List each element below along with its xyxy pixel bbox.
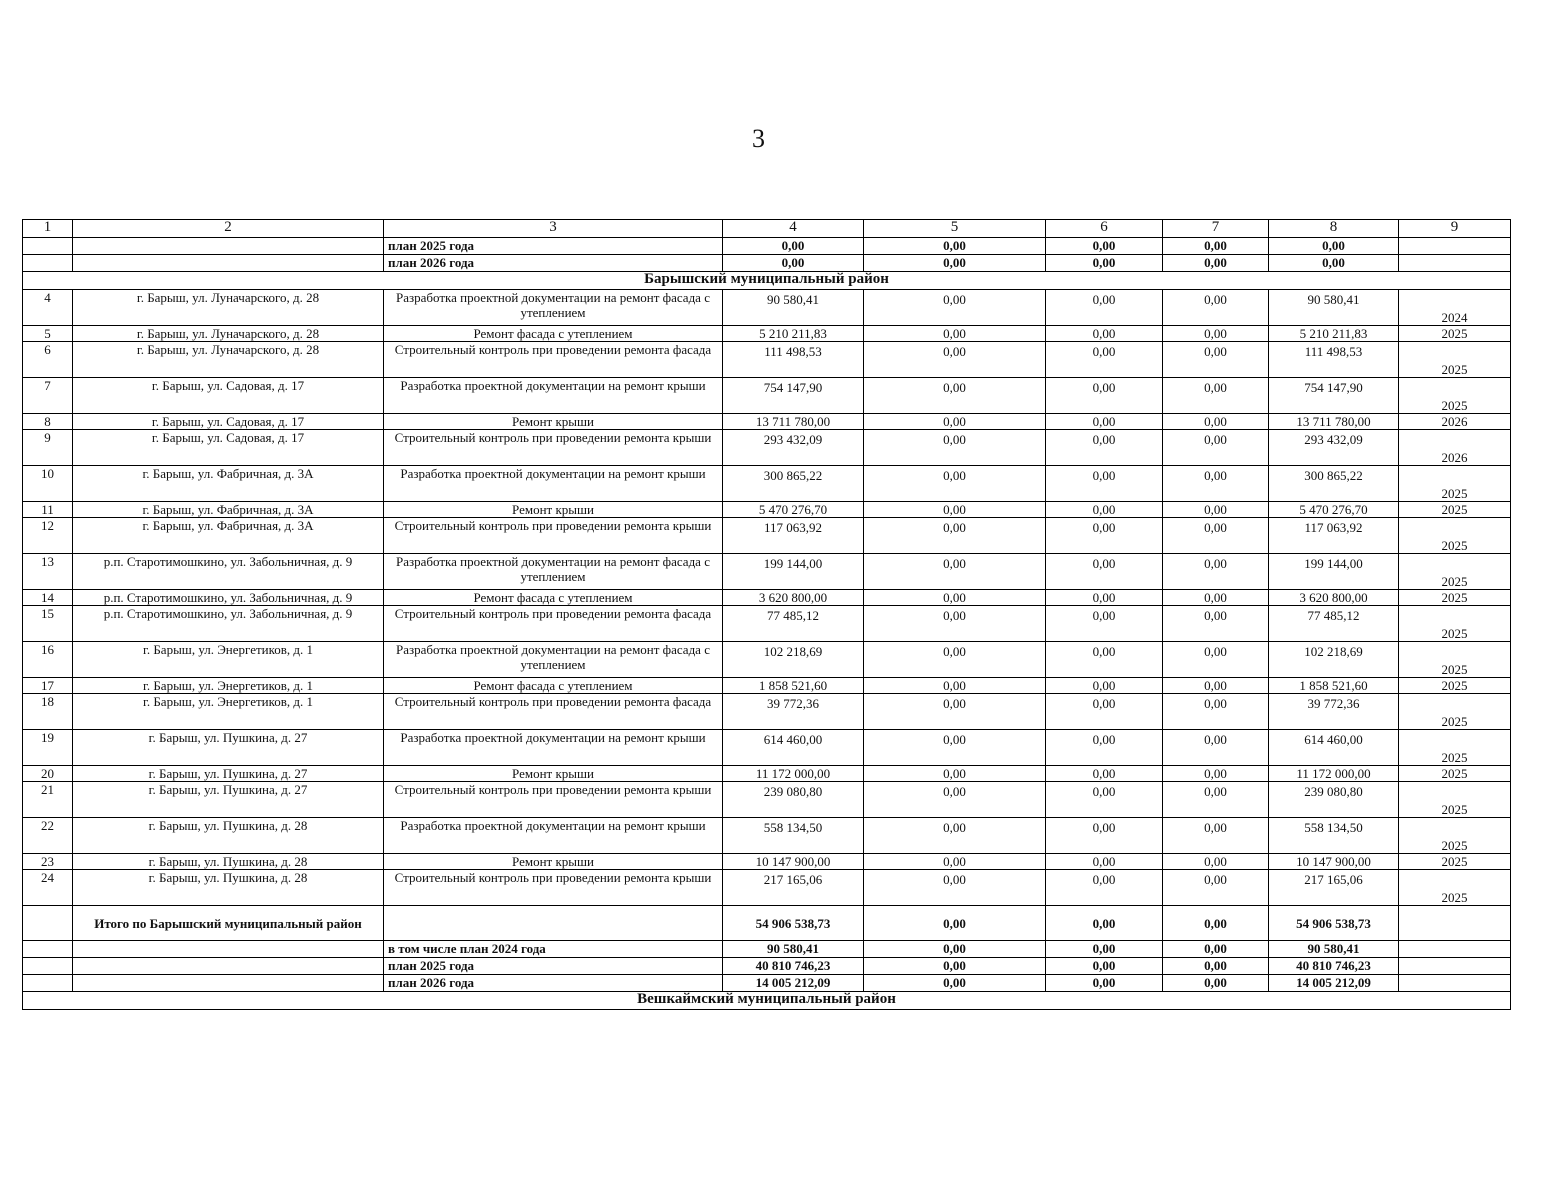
amount-cell: 0,00 xyxy=(864,694,1046,730)
table-row xyxy=(23,518,1511,554)
total-value: 0,00 xyxy=(1046,906,1163,941)
work-type-cell: Строительный контроль при проведении ремонта фасада xyxy=(384,342,723,378)
amount-cell: 0,00 xyxy=(1046,730,1163,766)
amount-cell: 1 858 521,60 xyxy=(1269,678,1399,694)
plan-value: 0,00 xyxy=(1046,975,1163,992)
amount-cell: 0,00 xyxy=(864,326,1046,342)
column-number: 3 xyxy=(384,220,723,238)
row-number: 9 xyxy=(23,430,73,466)
address-cell: г. Барыш, ул. Садовая, д. 17 xyxy=(73,414,384,430)
amount-cell: 0,00 xyxy=(1163,414,1269,430)
work-type-cell: Строительный контроль при проведении ремонта фасада xyxy=(384,606,723,642)
amount-cell: 0,00 xyxy=(864,678,1046,694)
address-cell: г. Барыш, ул. Садовая, д. 17 xyxy=(73,430,384,466)
address-cell: р.п. Старотимошкино, ул. Забольничная, д. 9 xyxy=(73,590,384,606)
work-type-cell: Разработка проектной документации на ремонт крыши xyxy=(384,378,723,414)
empty-cell xyxy=(23,255,73,272)
amount-cell: 0,00 xyxy=(1046,606,1163,642)
column-number: 4 xyxy=(723,220,864,238)
amount-cell: 0,00 xyxy=(1163,378,1269,414)
address-cell: г. Барыш, ул. Пушкина, д. 27 xyxy=(73,766,384,782)
year-cell: 2025 xyxy=(1399,554,1511,590)
amount-cell: 0,00 xyxy=(1163,818,1269,854)
plan-value: 0,00 xyxy=(864,255,1046,272)
year-cell: 2025 xyxy=(1399,782,1511,818)
work-type-cell: Ремонт крыши xyxy=(384,414,723,430)
empty-cell xyxy=(1399,958,1511,975)
amount-cell: 0,00 xyxy=(864,782,1046,818)
total-value: 0,00 xyxy=(1163,906,1269,941)
amount-cell: 13 711 780,00 xyxy=(1269,414,1399,430)
empty-cell xyxy=(1399,941,1511,958)
address-cell: г. Барыш, ул. Энергетиков, д. 1 xyxy=(73,694,384,730)
amount-cell: 199 144,00 xyxy=(723,554,864,590)
amount-cell: 90 580,41 xyxy=(723,290,864,326)
program-table xyxy=(22,219,1511,1010)
plan-value: 0,00 xyxy=(1269,255,1399,272)
plan-value: 0,00 xyxy=(1269,238,1399,255)
column-number: 6 xyxy=(1046,220,1163,238)
amount-cell: 0,00 xyxy=(864,606,1046,642)
address-cell: г. Барыш, ул. Фабричная, д. 3А xyxy=(73,466,384,502)
row-number: 13 xyxy=(23,554,73,590)
row-number: 19 xyxy=(23,730,73,766)
address-cell: г. Барыш, ул. Луначарского, д. 28 xyxy=(73,342,384,378)
amount-cell: 10 147 900,00 xyxy=(723,854,864,870)
amount-cell: 117 063,92 xyxy=(723,518,864,554)
row-number: 11 xyxy=(23,502,73,518)
amount-cell: 0,00 xyxy=(1046,290,1163,326)
work-type-cell: Разработка проектной документации на ремонт крыши xyxy=(384,466,723,502)
amount-cell: 0,00 xyxy=(1163,466,1269,502)
amount-cell: 1 858 521,60 xyxy=(723,678,864,694)
amount-cell: 558 134,50 xyxy=(1269,818,1399,854)
table-row xyxy=(23,818,1511,854)
amount-cell: 3 620 800,00 xyxy=(1269,590,1399,606)
amount-cell: 0,00 xyxy=(1163,518,1269,554)
amount-cell: 0,00 xyxy=(1163,642,1269,678)
year-cell: 2025 xyxy=(1399,378,1511,414)
amount-cell: 558 134,50 xyxy=(723,818,864,854)
address-cell: г. Барыш, ул. Садовая, д. 17 xyxy=(73,378,384,414)
plan-value: 0,00 xyxy=(723,255,864,272)
amount-cell: 0,00 xyxy=(864,518,1046,554)
amount-cell: 5 210 211,83 xyxy=(723,326,864,342)
table-row xyxy=(23,730,1511,766)
year-cell: 2025 xyxy=(1399,342,1511,378)
amount-cell: 0,00 xyxy=(1163,678,1269,694)
total-value: 54 906 538,73 xyxy=(1269,906,1399,941)
table-row xyxy=(23,766,1511,782)
work-type-cell: Ремонт крыши xyxy=(384,766,723,782)
section-title: Вешкаймский муниципальный район xyxy=(23,992,1511,1010)
plan-value: 0,00 xyxy=(1046,958,1163,975)
amount-cell: 754 147,90 xyxy=(1269,378,1399,414)
amount-cell: 3 620 800,00 xyxy=(723,590,864,606)
amount-cell: 0,00 xyxy=(1163,606,1269,642)
empty-cell xyxy=(1399,975,1511,992)
amount-cell: 0,00 xyxy=(1046,870,1163,906)
amount-cell: 117 063,92 xyxy=(1269,518,1399,554)
plan-value: 0,00 xyxy=(1046,941,1163,958)
address-cell: г. Барыш, ул. Фабричная, д. 3А xyxy=(73,518,384,554)
amount-cell: 0,00 xyxy=(1163,590,1269,606)
year-cell: 2025 xyxy=(1399,818,1511,854)
amount-cell: 0,00 xyxy=(1046,414,1163,430)
amount-cell: 0,00 xyxy=(864,818,1046,854)
amount-cell: 0,00 xyxy=(864,590,1046,606)
amount-cell: 0,00 xyxy=(864,414,1046,430)
address-cell: г. Барыш, ул. Пушкина, д. 27 xyxy=(73,730,384,766)
amount-cell: 0,00 xyxy=(1163,290,1269,326)
row-number: 18 xyxy=(23,694,73,730)
amount-cell: 39 772,36 xyxy=(723,694,864,730)
amount-cell: 0,00 xyxy=(864,466,1046,502)
address-cell: г. Барыш, ул. Луначарского, д. 28 xyxy=(73,290,384,326)
amount-cell: 0,00 xyxy=(864,378,1046,414)
work-type-cell: Строительный контроль при проведении ремонта крыши xyxy=(384,518,723,554)
next-section-title-row xyxy=(23,992,1511,1010)
plan-label: план 2025 года xyxy=(384,238,723,255)
amount-cell: 0,00 xyxy=(1163,730,1269,766)
empty-cell xyxy=(73,975,384,992)
work-type-cell: Строительный контроль при проведении ремонта крыши xyxy=(384,430,723,466)
column-number: 5 xyxy=(864,220,1046,238)
amount-cell: 614 460,00 xyxy=(723,730,864,766)
year-cell: 2026 xyxy=(1399,414,1511,430)
amount-cell: 217 165,06 xyxy=(1269,870,1399,906)
address-cell: г. Барыш, ул. Пушкина, д. 28 xyxy=(73,854,384,870)
amount-cell: 614 460,00 xyxy=(1269,730,1399,766)
row-number: 21 xyxy=(23,782,73,818)
amount-cell: 0,00 xyxy=(864,290,1046,326)
amount-cell: 0,00 xyxy=(1046,694,1163,730)
year-cell: 2025 xyxy=(1399,518,1511,554)
work-type-cell: Разработка проектной документации на ремонт фасада с утеплением xyxy=(384,642,723,678)
table-row xyxy=(23,414,1511,430)
amount-cell: 0,00 xyxy=(1163,430,1269,466)
total-label: Итого по Барышский муниципальный район xyxy=(73,906,384,941)
table-row xyxy=(23,694,1511,730)
plan-value: 0,00 xyxy=(864,958,1046,975)
table-row xyxy=(23,782,1511,818)
plan-row xyxy=(23,238,1511,255)
plan-value: 0,00 xyxy=(1046,238,1163,255)
year-cell: 2025 xyxy=(1399,854,1511,870)
empty-cell xyxy=(23,906,73,941)
row-number: 23 xyxy=(23,854,73,870)
amount-cell: 90 580,41 xyxy=(1269,290,1399,326)
work-type-cell: Ремонт крыши xyxy=(384,502,723,518)
section-title-row xyxy=(23,272,1511,290)
total-value: 0,00 xyxy=(864,906,1046,941)
amount-cell: 0,00 xyxy=(1046,854,1163,870)
row-number: 20 xyxy=(23,766,73,782)
total-row xyxy=(23,906,1511,941)
plan-value: 90 580,41 xyxy=(723,941,864,958)
plan-row xyxy=(23,255,1511,272)
column-number: 7 xyxy=(1163,220,1269,238)
row-number: 8 xyxy=(23,414,73,430)
year-cell: 2026 xyxy=(1399,430,1511,466)
row-number: 17 xyxy=(23,678,73,694)
plan-value: 14 005 212,09 xyxy=(723,975,864,992)
table-row xyxy=(23,854,1511,870)
table-row xyxy=(23,326,1511,342)
row-number: 14 xyxy=(23,590,73,606)
amount-cell: 0,00 xyxy=(1163,870,1269,906)
plan-value: 0,00 xyxy=(1163,255,1269,272)
empty-cell xyxy=(73,255,384,272)
total-plan-row xyxy=(23,958,1511,975)
table-row xyxy=(23,502,1511,518)
amount-cell: 0,00 xyxy=(864,554,1046,590)
amount-cell: 239 080,80 xyxy=(723,782,864,818)
row-number: 4 xyxy=(23,290,73,326)
amount-cell: 0,00 xyxy=(1046,642,1163,678)
amount-cell: 0,00 xyxy=(1046,782,1163,818)
plan-label: план 2026 года xyxy=(384,255,723,272)
column-number: 9 xyxy=(1399,220,1511,238)
empty-cell xyxy=(73,941,384,958)
address-cell: р.п. Старотимошкино, ул. Забольничная, д. 9 xyxy=(73,554,384,590)
amount-cell: 293 432,09 xyxy=(723,430,864,466)
amount-cell: 5 470 276,70 xyxy=(1269,502,1399,518)
amount-cell: 293 432,09 xyxy=(1269,430,1399,466)
amount-cell: 300 865,22 xyxy=(1269,466,1399,502)
table-row xyxy=(23,430,1511,466)
plan-label: в том числе план 2024 года xyxy=(384,941,723,958)
work-type-cell: Ремонт фасада с утеплением xyxy=(384,590,723,606)
plan-value: 0,00 xyxy=(1163,238,1269,255)
year-cell: 2025 xyxy=(1399,730,1511,766)
column-number: 8 xyxy=(1269,220,1399,238)
plan-value: 0,00 xyxy=(864,975,1046,992)
work-type-cell: Ремонт фасада с утеплением xyxy=(384,326,723,342)
column-number-row xyxy=(23,220,1511,238)
empty-cell xyxy=(23,238,73,255)
amount-cell: 0,00 xyxy=(1046,430,1163,466)
table-row xyxy=(23,870,1511,906)
amount-cell: 0,00 xyxy=(864,642,1046,678)
amount-cell: 0,00 xyxy=(1046,766,1163,782)
amount-cell: 0,00 xyxy=(1163,782,1269,818)
amount-cell: 0,00 xyxy=(1163,342,1269,378)
row-number: 5 xyxy=(23,326,73,342)
empty-cell xyxy=(384,906,723,941)
amount-cell: 217 165,06 xyxy=(723,870,864,906)
amount-cell: 0,00 xyxy=(864,766,1046,782)
table-row xyxy=(23,342,1511,378)
amount-cell: 39 772,36 xyxy=(1269,694,1399,730)
amount-cell: 102 218,69 xyxy=(723,642,864,678)
row-number: 7 xyxy=(23,378,73,414)
plan-value: 0,00 xyxy=(864,238,1046,255)
plan-value: 0,00 xyxy=(1163,975,1269,992)
empty-cell xyxy=(73,958,384,975)
empty-cell xyxy=(1399,906,1511,941)
year-cell: 2025 xyxy=(1399,590,1511,606)
amount-cell: 0,00 xyxy=(1046,678,1163,694)
amount-cell: 0,00 xyxy=(1163,326,1269,342)
amount-cell: 0,00 xyxy=(1163,854,1269,870)
year-cell: 2025 xyxy=(1399,466,1511,502)
empty-cell xyxy=(1399,238,1511,255)
address-cell: г. Барыш, ул. Энергетиков, д. 1 xyxy=(73,642,384,678)
amount-cell: 0,00 xyxy=(1163,502,1269,518)
work-type-cell: Разработка проектной документации на ремонт фасада с утеплением xyxy=(384,290,723,326)
amount-cell: 5 470 276,70 xyxy=(723,502,864,518)
table-row xyxy=(23,378,1511,414)
amount-cell: 0,00 xyxy=(864,870,1046,906)
amount-cell: 0,00 xyxy=(1163,554,1269,590)
column-number: 1 xyxy=(23,220,73,238)
plan-value: 40 810 746,23 xyxy=(723,958,864,975)
amount-cell: 0,00 xyxy=(1046,378,1163,414)
amount-cell: 77 485,12 xyxy=(723,606,864,642)
amount-cell: 77 485,12 xyxy=(1269,606,1399,642)
row-number: 10 xyxy=(23,466,73,502)
table-row xyxy=(23,466,1511,502)
year-cell: 2025 xyxy=(1399,502,1511,518)
amount-cell: 0,00 xyxy=(1046,590,1163,606)
row-number: 15 xyxy=(23,606,73,642)
empty-cell xyxy=(23,958,73,975)
work-type-cell: Строительный контроль при проведении ремонта крыши xyxy=(384,870,723,906)
amount-cell: 199 144,00 xyxy=(1269,554,1399,590)
year-cell: 2025 xyxy=(1399,870,1511,906)
plan-value: 0,00 xyxy=(1163,941,1269,958)
plan-value: 14 005 212,09 xyxy=(1269,975,1399,992)
table-body xyxy=(23,220,1511,1010)
amount-cell: 102 218,69 xyxy=(1269,642,1399,678)
work-type-cell: Разработка проектной документации на ремонт крыши xyxy=(384,730,723,766)
amount-cell: 239 080,80 xyxy=(1269,782,1399,818)
address-cell: г. Барыш, ул. Пушкина, д. 28 xyxy=(73,818,384,854)
address-cell: г. Барыш, ул. Пушкина, д. 27 xyxy=(73,782,384,818)
amount-cell: 13 711 780,00 xyxy=(723,414,864,430)
year-cell: 2025 xyxy=(1399,766,1511,782)
amount-cell: 0,00 xyxy=(1046,502,1163,518)
column-number: 2 xyxy=(73,220,384,238)
address-cell: г. Барыш, ул. Пушкина, д. 28 xyxy=(73,870,384,906)
work-type-cell: Строительный контроль при проведении ремонта фасада xyxy=(384,694,723,730)
amount-cell: 0,00 xyxy=(1046,466,1163,502)
amount-cell: 111 498,53 xyxy=(1269,342,1399,378)
row-number: 24 xyxy=(23,870,73,906)
total-plan-row xyxy=(23,941,1511,958)
total-plan-row xyxy=(23,975,1511,992)
row-number: 16 xyxy=(23,642,73,678)
work-type-cell: Разработка проектной документации на ремонт фасада с утеплением xyxy=(384,554,723,590)
amount-cell: 5 210 211,83 xyxy=(1269,326,1399,342)
amount-cell: 111 498,53 xyxy=(723,342,864,378)
empty-cell xyxy=(23,975,73,992)
amount-cell: 0,00 xyxy=(1046,818,1163,854)
table-row xyxy=(23,590,1511,606)
amount-cell: 754 147,90 xyxy=(723,378,864,414)
year-cell: 2025 xyxy=(1399,642,1511,678)
row-number: 12 xyxy=(23,518,73,554)
table-row xyxy=(23,606,1511,642)
table-row xyxy=(23,678,1511,694)
plan-value: 0,00 xyxy=(1163,958,1269,975)
work-type-cell: Разработка проектной документации на ремонт крыши xyxy=(384,818,723,854)
amount-cell: 0,00 xyxy=(1163,766,1269,782)
amount-cell: 0,00 xyxy=(1046,326,1163,342)
amount-cell: 10 147 900,00 xyxy=(1269,854,1399,870)
work-type-cell: Ремонт крыши xyxy=(384,854,723,870)
page-number: 3 xyxy=(752,124,765,153)
amount-cell: 0,00 xyxy=(1046,518,1163,554)
address-cell: г. Барыш, ул. Энергетиков, д. 1 xyxy=(73,678,384,694)
empty-cell xyxy=(1399,255,1511,272)
year-cell: 2025 xyxy=(1399,678,1511,694)
table-row xyxy=(23,642,1511,678)
plan-value: 40 810 746,23 xyxy=(1269,958,1399,975)
amount-cell: 0,00 xyxy=(864,730,1046,766)
amount-cell: 11 172 000,00 xyxy=(723,766,864,782)
amount-cell: 0,00 xyxy=(864,854,1046,870)
plan-value: 0,00 xyxy=(723,238,864,255)
amount-cell: 0,00 xyxy=(1046,554,1163,590)
row-number: 22 xyxy=(23,818,73,854)
total-value: 54 906 538,73 xyxy=(723,906,864,941)
plan-value: 90 580,41 xyxy=(1269,941,1399,958)
amount-cell: 0,00 xyxy=(1046,342,1163,378)
address-cell: р.п. Старотимошкино, ул. Забольничная, д. 9 xyxy=(73,606,384,642)
year-cell: 2025 xyxy=(1399,326,1511,342)
plan-label: план 2025 года xyxy=(384,958,723,975)
empty-cell xyxy=(23,941,73,958)
plan-label: план 2026 года xyxy=(384,975,723,992)
amount-cell: 0,00 xyxy=(864,502,1046,518)
address-cell: г. Барыш, ул. Луначарского, д. 28 xyxy=(73,326,384,342)
row-number: 6 xyxy=(23,342,73,378)
year-cell: 2025 xyxy=(1399,694,1511,730)
address-cell: г. Барыш, ул. Фабричная, д. 3А xyxy=(73,502,384,518)
table-row xyxy=(23,290,1511,326)
year-cell: 2024 xyxy=(1399,290,1511,326)
table-row xyxy=(23,554,1511,590)
plan-value: 0,00 xyxy=(1046,255,1163,272)
empty-cell xyxy=(73,238,384,255)
section-title: Барышский муниципальный район xyxy=(23,272,1511,290)
work-type-cell: Ремонт фасада с утеплением xyxy=(384,678,723,694)
amount-cell: 0,00 xyxy=(1163,694,1269,730)
plan-value: 0,00 xyxy=(864,941,1046,958)
amount-cell: 300 865,22 xyxy=(723,466,864,502)
year-cell: 2025 xyxy=(1399,606,1511,642)
amount-cell: 0,00 xyxy=(864,342,1046,378)
amount-cell: 11 172 000,00 xyxy=(1269,766,1399,782)
amount-cell: 0,00 xyxy=(864,430,1046,466)
work-type-cell: Строительный контроль при проведении ремонта крыши xyxy=(384,782,723,818)
